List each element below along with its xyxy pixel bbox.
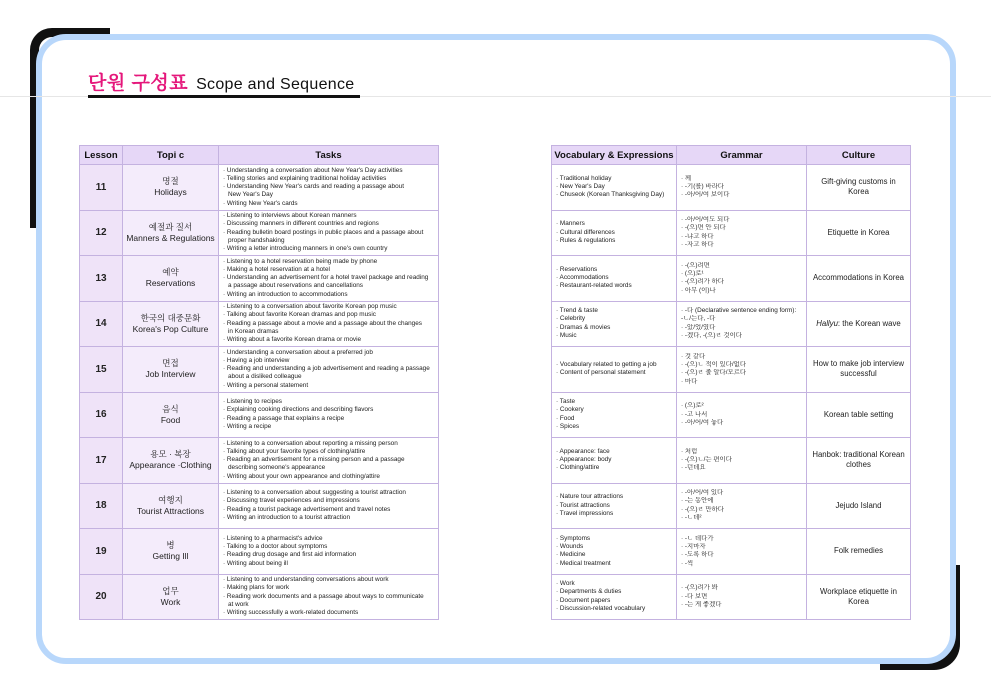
culture-text: Korean table setting [823, 409, 894, 419]
grammar-cell [677, 483, 807, 529]
grammar-item: · -(으)려면 [681, 261, 710, 269]
grammar-item: · 께 [681, 174, 692, 182]
task-item: · Writing a letter introducing manners in one's own country [223, 245, 388, 253]
header-tasks: Tasks [219, 146, 439, 165]
vocabulary-item: · Clothing/attire [556, 464, 600, 472]
grammar-cell [677, 210, 807, 256]
vocabulary-cell [552, 574, 677, 620]
grammar-cell [677, 574, 807, 620]
vocabulary-item: · Medical treatment [556, 559, 611, 567]
task-item: a passage about reservations and cancellations [228, 282, 364, 290]
task-item: · Talking about your favorite types of clothing/attire [223, 447, 366, 455]
task-item: · Listening to and understanding conversations about work [223, 576, 389, 583]
table-row [552, 483, 911, 529]
topic-english: Tourist Attractions [136, 505, 205, 516]
culture-cell [807, 301, 911, 347]
culture-italic: Hallyu [816, 318, 838, 328]
topic-korean: 명절 [162, 176, 179, 187]
culture-text: : the Korean wave [837, 318, 901, 328]
table-row [80, 392, 439, 438]
culture-text: Hanbok: traditional Korean clothes [812, 450, 905, 470]
grammar-cell [677, 347, 807, 393]
lesson-tasks [219, 347, 439, 393]
vocabulary-item: · Appearance: body [556, 456, 612, 464]
grammar-item: · -냐고 하다 [681, 232, 714, 240]
lesson-number: 17 [80, 438, 123, 484]
task-item: · Listening to a conversation about favorite Korean pop music [223, 303, 397, 310]
lesson-number: 19 [80, 529, 123, 575]
lesson-tasks [219, 438, 439, 484]
vocabulary-cell [552, 256, 677, 302]
task-item: · Listening to interviews about Korean manners [223, 212, 357, 219]
task-item: · Writing successfully a work-related documents [223, 609, 359, 617]
vocabulary-item: · New Year's Day [556, 183, 605, 191]
table-row [552, 574, 911, 620]
table-row [80, 438, 439, 484]
vocabulary-cell [552, 438, 677, 484]
topic-english: Food [160, 414, 181, 425]
grammar-item: · -(으)면 안 되다 [681, 224, 726, 232]
vocabulary-item: · Wounds [556, 542, 584, 550]
vocabulary-cell [552, 483, 677, 529]
task-item: · Making a hotel reservation at a hotel [223, 265, 330, 273]
culture-text: How to make job interview successful [812, 359, 904, 379]
topic-korean: 여행지 [158, 494, 183, 505]
grammar-cell [677, 165, 807, 211]
vocabulary-item: · Trend & taste [556, 307, 598, 315]
vocabulary-item: · Celebrity [556, 315, 586, 323]
culture-cell [807, 392, 911, 438]
grammar-item: · (으)로² [681, 402, 704, 410]
topic-korean: 면접 [162, 358, 179, 369]
vocabulary-item: · Travel impressions [556, 509, 614, 517]
lesson-topic [123, 529, 219, 575]
table-row [552, 347, 911, 393]
table-row [80, 483, 439, 529]
table-row [80, 210, 439, 256]
header-grammar: Grammar [677, 146, 807, 165]
lesson-tasks [219, 301, 439, 347]
task-item: proper handshaking [228, 236, 285, 244]
lesson-tasks [219, 483, 439, 529]
culture-cell [807, 483, 911, 529]
task-item: · Telling stories and explaining traditional holiday activities [223, 174, 387, 182]
grammar-item: · -는 동안에 [681, 497, 714, 505]
vocabulary-item: · Manners [556, 220, 585, 228]
lesson-topic [123, 483, 219, 529]
vocabulary-item: · Cookery [556, 406, 584, 414]
lesson-topic [123, 165, 219, 211]
lesson-topic [123, 438, 219, 484]
lesson-number: 20 [80, 574, 123, 620]
topic-english: Appearance ·Clothing [129, 460, 212, 471]
topic-korean: 업무 [162, 585, 179, 596]
culture-cell [807, 210, 911, 256]
culture-text: Accommodations in Korea [812, 273, 904, 283]
task-item: · Having a job interview [223, 356, 290, 364]
grammar-item: · 마다 [681, 377, 698, 385]
task-item: · Listening to a conversation about suggesting a tourist attraction [223, 489, 406, 497]
page-title-korean: 단원 구성표 [88, 73, 189, 94]
vocabulary-item: · Rules & regulations [556, 236, 616, 244]
topic-english: Job Interview [145, 369, 196, 380]
header-vocabulary: Vocabulary & Expressions [552, 146, 677, 165]
lesson-topic [123, 256, 219, 302]
grammar-item: · -겠다, -(으)ㄹ 것이다 [681, 332, 742, 340]
task-item: · Writing a personal statement [223, 381, 309, 389]
vocabulary-cell [552, 347, 677, 393]
task-item: · Reading drug dosage and first aid information [223, 551, 357, 559]
vocabulary-cell [552, 165, 677, 211]
vocabulary-item: · Food [556, 414, 575, 422]
vocabulary-cell [552, 301, 677, 347]
vocabulary-item: · Reservations [556, 265, 598, 273]
table-row [80, 529, 439, 575]
task-item: · Understanding New Year's cards and reading a passage about [223, 183, 404, 191]
vocabulary-item: · Nature tour attractions [556, 493, 624, 501]
vocabulary-item: · Medicine [556, 551, 586, 559]
table-row [552, 210, 911, 256]
task-item: · Writing a recipe [223, 423, 272, 431]
vocabulary-cell [552, 210, 677, 256]
grammar-item: · -다 (Declarative sentence ending form): [681, 307, 797, 315]
task-item: · Writing about your own appearance and clothing/attire [223, 472, 380, 480]
table-row [552, 438, 911, 484]
grammar-item: · -ㄴ 데다가 [681, 534, 714, 542]
topic-english: Holidays [154, 187, 187, 198]
topic-korean: 한국의 대중문화 [140, 312, 201, 323]
table-row [552, 392, 911, 438]
lesson-topic [123, 301, 219, 347]
task-item: · Reading work documents and a passage about ways to communicate [223, 592, 424, 600]
task-item: · Listening to a pharmacist's advice [223, 534, 323, 542]
vocabulary-item: · Document papers [556, 596, 611, 604]
lesson-number: 15 [80, 347, 123, 393]
grammar-item: · -(으)ㄹ 만하다 [681, 505, 724, 513]
grammar-item: · -자고 하다 [681, 241, 714, 249]
culture-cell [807, 165, 911, 211]
task-item: · Listening to a hotel reservation being made by phone [223, 257, 378, 265]
grammar-item: · -(으)려가 하다 [681, 278, 724, 286]
topic-korean: 병 [166, 540, 175, 551]
grammar-item: · -지마자 [681, 542, 706, 550]
vocabulary-item: · Chuseok (Korean Thanksgiving Day) [556, 191, 665, 199]
task-item: about a disliked colleague [228, 373, 302, 381]
culture-text: Jejudo Island [835, 500, 882, 510]
vocabulary-item: · Work [556, 580, 575, 588]
grammar-item: · 처럼 [681, 447, 698, 455]
vocabulary-item: · Taste [556, 398, 576, 406]
grammar-item: · -는 게 좋겠다 [681, 600, 722, 608]
grammar-cell [677, 256, 807, 302]
header-topic: Topi c [123, 146, 219, 165]
culture-text: Etiquette in Korea [827, 227, 890, 237]
task-item: · Writing an introduction to a tourist attraction [223, 514, 351, 522]
task-item: · Reading an advertisement for a missing person and a passage [223, 456, 405, 464]
grammar-item: · -아/어/여 있다 [681, 489, 724, 497]
grammar-item: · -다 보면 [681, 592, 708, 600]
grammar-item: · -ㄴ데² [681, 514, 702, 522]
grammar-item: · -아/어/여 놓다 [681, 418, 724, 426]
vocabulary-item: · Tourist attractions [556, 501, 610, 509]
lesson-topic [123, 574, 219, 620]
lesson-topic [123, 210, 219, 256]
task-item: · Understanding a conversation about New Year's Day activities [223, 166, 403, 174]
task-item: describing someone's appearance [228, 464, 326, 472]
scope-table-left [79, 145, 439, 620]
task-item: · Discussing travel experiences and impressions [223, 497, 360, 505]
culture-text: Workplace etiquette in Korea [819, 586, 897, 606]
lesson-number: 18 [80, 483, 123, 529]
task-item: · Talking about favorite Korean dramas and pop music [223, 311, 376, 319]
table-row [80, 301, 439, 347]
task-item: · Reading a passage that explains a recipe [223, 414, 345, 422]
table-row [552, 301, 911, 347]
task-item: at work [228, 600, 249, 608]
vocabulary-item: · Symptoms [556, 534, 591, 542]
task-item: in Korean dramas [228, 327, 279, 335]
lesson-topic [123, 347, 219, 393]
vocabulary-item: · Accommodations [556, 274, 609, 282]
task-item: · Writing about a favorite Korean drama or movie [223, 336, 362, 344]
topic-korean: 예약 [162, 267, 179, 278]
topic-english: Getting Ill [152, 551, 189, 562]
vocabulary-item: · Music [556, 332, 577, 340]
culture-cell [807, 529, 911, 575]
task-item: · Writing an introduction to accommodations [223, 290, 348, 298]
task-item: · Reading a passage about a movie and a passage about the changes [223, 319, 422, 327]
table-row [552, 529, 911, 575]
lesson-tasks [219, 529, 439, 575]
table-row [552, 256, 911, 302]
lesson-tasks [219, 574, 439, 620]
task-item: · Talking to a doctor about symptoms [223, 542, 328, 550]
grammar-cell [677, 529, 807, 575]
task-item: · Understanding an advertisement for a hotel travel package and reading [223, 274, 429, 282]
grammar-item: · -(으)ㄹ 줄 알다/모르다 [681, 369, 747, 377]
grammar-item: · -고 나서 [681, 410, 708, 418]
topic-korean: 음식 [162, 403, 179, 414]
vocabulary-item: · Content of personal statement [556, 369, 646, 377]
grammar-cell [677, 301, 807, 347]
table-row [80, 165, 439, 211]
vocabulary-item: · Vocabulary related to getting a job [556, 360, 657, 368]
topic-english: Manners & Regulations [126, 232, 215, 243]
task-item: · Making plans for work [223, 584, 290, 592]
grammar-item: · -도록 하다 [681, 551, 714, 559]
grammar-cell [677, 392, 807, 438]
grammar-item: · -씩 [681, 559, 694, 567]
topic-korean: 용모 · 복장 [150, 449, 191, 460]
grammar-item: -ㄴ/는다, -다 [681, 315, 716, 323]
vocabulary-item: · Dramas & movies [556, 323, 611, 331]
lesson-tasks [219, 165, 439, 211]
culture-text: Folk remedies [834, 546, 883, 556]
grammar-item: · 아무 (이)나 [681, 286, 716, 294]
task-item: New Year's Day [228, 191, 273, 199]
grammar-cell [677, 438, 807, 484]
grammar-item: · -았/었/였다 [681, 323, 716, 331]
grammar-item: · -(으)ㄴ 적이 있다/없다 [681, 360, 747, 368]
lesson-number: 12 [80, 210, 123, 256]
table-row [552, 165, 911, 211]
culture-cell [807, 574, 911, 620]
task-item: · Understanding a conversation about a preferred job [223, 348, 373, 356]
culture-cell [807, 347, 911, 393]
table-row [80, 256, 439, 302]
page-title [88, 72, 360, 98]
scope-table-right [551, 145, 911, 620]
lesson-tasks [219, 210, 439, 256]
task-item: · Reading and understanding a job advertisement and reading a passage [223, 365, 430, 373]
vocabulary-cell [552, 392, 677, 438]
table-row [80, 347, 439, 393]
header-culture: Culture [807, 146, 911, 165]
grammar-item: · -(으)ㄴ/는 편이다 [681, 456, 732, 464]
task-item: · Reading bulletin board postings in public places and a passage about [223, 228, 424, 236]
vocabulary-item: · Spices [556, 423, 580, 431]
grammar-item: · 것 같다 [681, 352, 706, 360]
lesson-number: 13 [80, 256, 123, 302]
topic-korean: 예절과 질서 [148, 221, 193, 232]
grammar-item: · (으)로¹ [681, 269, 704, 277]
culture-cell [807, 438, 911, 484]
grammar-item: · -기(를) 바라다 [681, 183, 724, 191]
task-item: · Writing about being ill [223, 559, 288, 567]
lesson-topic [123, 392, 219, 438]
task-item: · Listening to a conversation about reporting a missing person [223, 439, 398, 447]
vocabulary-item: · Departments & duties [556, 588, 622, 596]
culture-cell [807, 256, 911, 302]
task-item: · Reading a tourist package advertisement and travel notes [223, 505, 391, 513]
topic-english: Korea's Pop Culture [132, 323, 209, 334]
topic-english: Reservations [145, 278, 196, 289]
lesson-number: 16 [80, 392, 123, 438]
grammar-item: · -(으)려가 봐 [681, 584, 718, 592]
page-title-english: Scope and Sequence [196, 76, 355, 93]
vocabulary-item: · Cultural differences [556, 228, 615, 236]
header-lesson: Lesson [80, 146, 123, 165]
lesson-tasks [219, 392, 439, 438]
task-item: · Discussing manners in different countries and regions [223, 220, 379, 228]
vocabulary-item: · Traditional holiday [556, 174, 612, 182]
task-item: · Listening to recipes [223, 398, 282, 406]
grammar-item: · -아/어/여도 되다 [681, 216, 730, 224]
topic-english: Work [160, 596, 181, 607]
lesson-number: 14 [80, 301, 123, 347]
lesson-number: 11 [80, 165, 123, 211]
vocabulary-cell [552, 529, 677, 575]
table-row [80, 574, 439, 620]
grammar-item: · -던데요 [681, 464, 706, 472]
task-item: · Explaining cooking directions and describing flavors [223, 406, 374, 414]
vocabulary-item: · Discussion-related vocabulary [556, 605, 646, 613]
task-item: · Writing New Year's cards [223, 199, 298, 207]
vocabulary-item: · Appearance: face [556, 447, 610, 455]
lesson-tasks [219, 256, 439, 302]
grammar-item: · -아/어/여 보이다 [681, 191, 730, 199]
culture-text: Gift-giving customs in Korea [821, 177, 896, 197]
vocabulary-item: · Restaurant-related words [556, 282, 632, 290]
